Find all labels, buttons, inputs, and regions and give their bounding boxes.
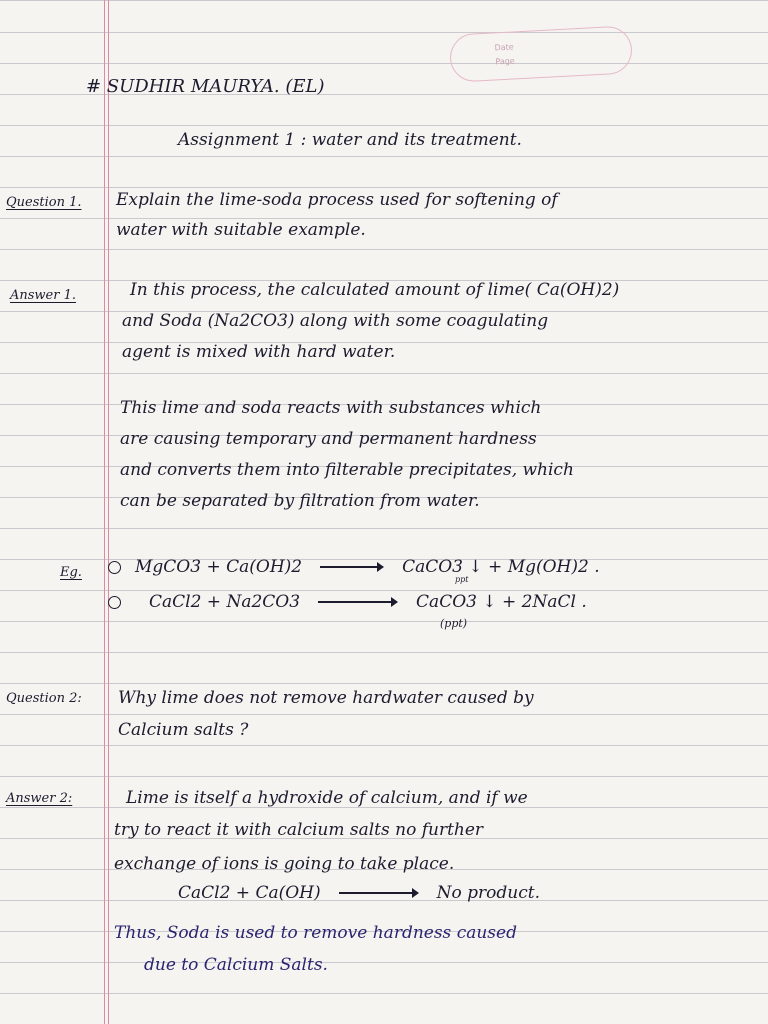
answer-2-line-3: exchange of ions is going to take place.: [114, 854, 455, 874]
answer-1-para-1-line-2: and Soda (Na2CO3) along with some coagulating: [122, 311, 549, 331]
answer-1-para-2-line-4: can be separated by filtration from water.: [120, 491, 480, 511]
equation-2-left: CaCl2 + Na2CO3: [149, 592, 301, 612]
answer-1-para-1-line-1: In this process, the calculated amount of lime( Ca(OH)2): [130, 280, 620, 300]
question-2-label: Question 2:: [6, 691, 82, 706]
question-2-line-1: Why lime does not remove hardwater caused by: [118, 688, 534, 708]
answer-2-equation-right: No product.: [436, 883, 540, 903]
question-1-label: Question 1.: [6, 195, 82, 210]
equation-2-ppt-note: (ppt): [440, 617, 468, 630]
example-label: Eg.: [60, 565, 82, 580]
equation-1: [108, 557, 600, 577]
answer-1-para-1-line-3: agent is mixed with hard water.: [122, 342, 396, 362]
equation-1-left: MgCO3 + Ca(OH)2: [135, 557, 303, 577]
reaction-arrow-icon: [339, 888, 419, 898]
answer-1-label: Answer 1.: [10, 288, 77, 303]
margin-line-left: [104, 0, 105, 1024]
roman-marker-i-icon: [108, 561, 121, 574]
roman-marker-ii-icon: [108, 596, 121, 609]
answer-2-closing-line-2: due to Calcium Salts.: [144, 955, 328, 975]
margin-line-right: [108, 0, 109, 1024]
equation-2: [108, 592, 587, 612]
assignment-title: Assignment 1 : water and its treatment.: [178, 130, 522, 150]
date-page-stamp: [449, 25, 633, 82]
stamp-date-label: Date: [494, 42, 514, 53]
answer-2-label: Answer 2:: [6, 791, 73, 806]
answer-2-equation-left: CaCl2 + Ca(OH): [178, 883, 321, 903]
stamp-page-label: Page: [495, 56, 515, 67]
answer-2-line-2: try to react it with calcium salts no further: [114, 820, 484, 840]
author-heading: # SUDHIR MAURYA. (EL): [86, 76, 325, 97]
answer-2-equation: [178, 883, 540, 903]
equation-1-right: CaCO3 ↓ + Mg(OH)2 .: [402, 557, 600, 577]
reaction-arrow-icon: [320, 562, 384, 572]
reaction-arrow-icon: [318, 597, 398, 607]
question-1-line-2: water with suitable example.: [116, 220, 366, 240]
question-2-line-2: Calcium salts ?: [118, 720, 249, 740]
equation-1-ppt-note: ppt: [455, 575, 469, 584]
answer-1-para-2-line-3: and converts them into filterable precipitates, which: [120, 460, 574, 480]
answer-1-para-2-line-1: This lime and soda reacts with substances which: [120, 398, 542, 418]
question-1-line-1: Explain the lime-soda process used for softening of: [116, 190, 558, 210]
answer-2-line-1: Lime is itself a hydroxide of calcium, and if we: [126, 788, 528, 808]
answer-1-para-2-line-2: are causing temporary and permanent hardness: [120, 429, 537, 449]
answer-2-closing-line-1: Thus, Soda is used to remove hardness caused: [114, 923, 517, 943]
equation-2-right: CaCO3 ↓ + 2NaCl .: [416, 592, 587, 612]
